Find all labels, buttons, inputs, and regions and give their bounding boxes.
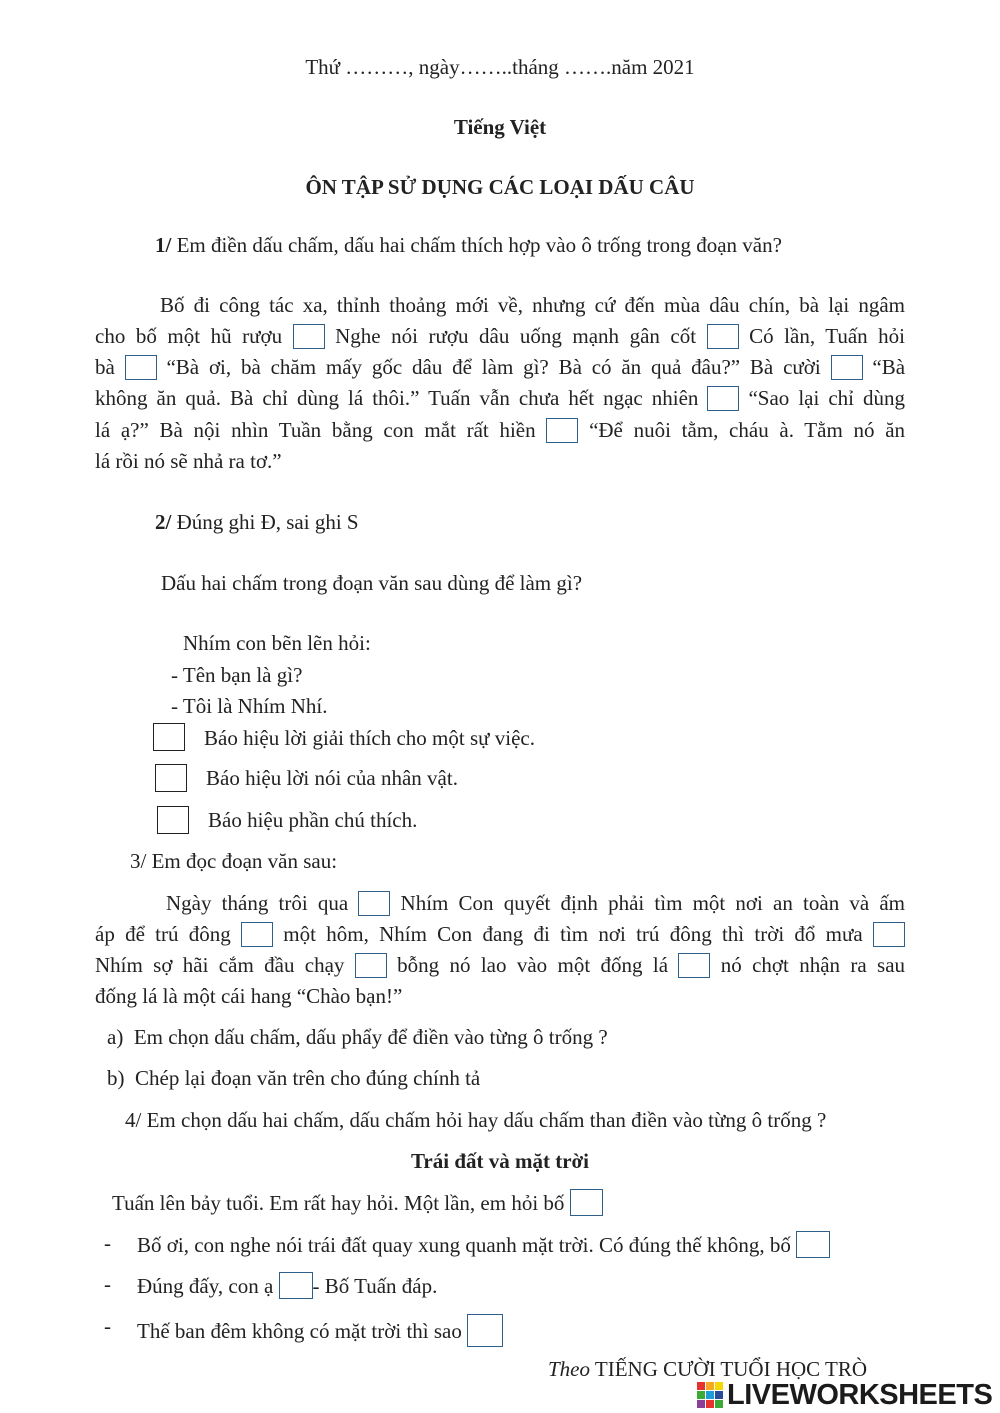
q2-dialog-line: Nhím con bẽn lẽn hỏi: [183, 631, 371, 655]
q1-text: cho bố một hũ rượu [95, 324, 283, 348]
q1-text: “Để nuôi tằm, cháu à. Tằm nó ăn [589, 418, 906, 442]
q4-dialog-3-text [137, 1314, 503, 1347]
q3-item-a-label: a) [107, 1025, 124, 1049]
q3-blank-4[interactable] [355, 953, 387, 978]
q3-prompt: 3/ Em đọc đoạn văn sau: [130, 849, 338, 873]
q1-line-1: Bố đi công tác xa, thỉnh thoảng mới về, nhưng cứ đến mùa dâu chín, bà lại ngâm [160, 293, 905, 317]
q4-dialog-2 [104, 1272, 111, 1296]
q3-blank-3[interactable] [873, 922, 905, 947]
q2-number: 2/ [155, 510, 172, 534]
q4-blank-2[interactable] [796, 1231, 830, 1258]
q4-dialog-3 [104, 1314, 111, 1338]
q1-text: không ăn quả. Bà chỉ dùng lá thôi.” Tuấn vẫn chưa hết ngạc nhiên [95, 386, 699, 410]
page-title: ÔN TẬP SỬ DỤNG CÁC LOẠI DẤU CÂU [305, 175, 695, 199]
q3-line-1 [166, 891, 905, 916]
q1-text: Nghe nói rượu dâu uống mạnh gân cốt [335, 324, 697, 348]
q1-text: Có lần, Tuấn hỏi [749, 324, 905, 348]
q3-item-b [107, 1066, 480, 1090]
q2-option-label-1: Báo hiệu lời giải thích cho một sự việc. [204, 726, 536, 750]
logo-grid-icon [697, 1382, 723, 1408]
q3-item-a [107, 1025, 608, 1049]
q3-item-a-text: Em chọn dấu chấm, dấu phẩy để điền vào từng ô trống ? [133, 1025, 608, 1049]
q4-text: Thế ban đêm không có mặt trời thì sao [137, 1319, 462, 1343]
q1-text: “Bà ơi, bà chăm mấy gốc dâu để làm gì? Bà có ăn quả đâu?” Bà cười [166, 355, 821, 379]
q3-line-2 [95, 922, 905, 947]
q3-text: một hôm, Nhím Con đang đi tìm nơi trú đông thì trời đổ mưa [283, 922, 863, 946]
q4-blank-4[interactable] [467, 1314, 503, 1347]
q3-text: nó chợt nhận ra sau [720, 953, 906, 977]
q1-blank-4[interactable] [831, 355, 863, 380]
q1-blank-6[interactable] [546, 418, 578, 443]
q4-text: - Bố Tuấn đáp. [312, 1274, 438, 1298]
q4-story-title: Trái đất và mặt trời [410, 1149, 590, 1173]
logo-cell [706, 1382, 714, 1390]
q4-dialog-1-text [137, 1231, 830, 1258]
q4-prompt: 4/ Em chọn dấu hai chấm, dấu chấm hỏi hay dấu chấm than điền vào từng ô trống ? [125, 1108, 827, 1132]
logo-cell [697, 1382, 705, 1390]
q4-text: Bố ơi, con nghe nói trái đất quay xung quanh mặt trời. Có đúng thế không, bố [137, 1233, 791, 1257]
q3-line-3 [95, 953, 905, 978]
q3-item-b-label: b) [107, 1066, 125, 1090]
q1-blank-1[interactable] [293, 324, 325, 349]
q2-option-checkbox-3[interactable] [157, 806, 189, 834]
q1-number: 1/ [155, 233, 172, 257]
q1-line-2 [95, 324, 905, 349]
logo-cell [706, 1391, 714, 1399]
logo-cell [706, 1400, 714, 1408]
source-theo: Theo [548, 1357, 590, 1381]
date-line: Thứ ………, ngày……..tháng …….năm 2021 [305, 55, 695, 79]
dash: - [104, 1314, 111, 1338]
q3-blank-2[interactable] [241, 922, 273, 947]
q2-question: Dấu hai chấm trong đoạn văn sau dùng để làm gì? [161, 571, 583, 595]
q2-option-label-2: Báo hiệu lời nói của nhân vật. [206, 766, 458, 790]
q2-prompt [155, 510, 359, 534]
q1-line-3 [95, 355, 905, 380]
q4-text: Đúng đấy, con ạ [137, 1274, 274, 1298]
q1-blank-5[interactable] [707, 386, 739, 411]
q1-line-4 [95, 386, 905, 411]
q1-text: “Bà [872, 355, 906, 379]
q2-prompt-text: Đúng ghi Đ, sai ghi S [176, 510, 359, 534]
liveworksheets-logo [697, 1379, 992, 1411]
logo-text: LIVEWORKSHEETS [727, 1378, 993, 1411]
q1-line-5 [95, 418, 905, 443]
logo-cell [715, 1391, 723, 1399]
dash: - [104, 1272, 111, 1296]
q4-text: Tuấn lên bảy tuổi. Em rất hay hỏi. Một lần, em hỏi bố [112, 1191, 565, 1215]
logo-cell [715, 1382, 723, 1390]
q1-blank-3[interactable] [125, 355, 157, 380]
q3-text: Ngày tháng trôi qua [166, 891, 349, 915]
q3-text: áp để trú đông [95, 922, 231, 946]
q3-text: bỗng nó lao vào một đống lá [397, 953, 669, 977]
dash: - [104, 1231, 111, 1255]
q4-dialog-2-text [137, 1272, 437, 1299]
logo-cell [697, 1400, 705, 1408]
q2-option-checkbox-1[interactable] [153, 723, 185, 751]
q1-text: lá ạ?” Bà nội nhìn Tuần bằng con mắt rất hiền [95, 418, 536, 442]
q2-dialog-line: - Tên bạn là gì? [171, 663, 303, 687]
q1-text: “Sao lại chỉ dùng [748, 386, 906, 410]
q4-blank-3[interactable] [279, 1272, 313, 1299]
q4-blank-1[interactable] [570, 1189, 603, 1216]
logo-cell [697, 1391, 705, 1399]
source-name: TIẾNG CƯỜI TUỔI HỌC TRÒ [594, 1357, 868, 1381]
subject-heading: Tiếng Việt [453, 115, 547, 139]
q4-dialog-1 [104, 1231, 111, 1255]
q2-option-checkbox-2[interactable] [155, 764, 187, 792]
q3-line-4: đống lá là một cái hang “Chào bạn!” [95, 984, 403, 1008]
q3-text: Nhím Con quyết định phải tìm một nơi an toàn và ấm [400, 891, 906, 915]
q1-line-6: lá rồi nó sẽ nhả ra tơ.” [95, 449, 282, 473]
q3-text: Nhím sợ hãi cắm đầu chạy [95, 953, 345, 977]
q4-intro [112, 1189, 603, 1216]
q2-option-label-3: Báo hiệu phần chú thích. [208, 808, 418, 832]
q3-item-b-text: Chép lại đoạn văn trên cho đúng chính tả [135, 1066, 481, 1090]
q3-blank-5[interactable] [678, 953, 710, 978]
q1-prompt [155, 233, 782, 257]
source-credit [548, 1357, 867, 1381]
q1-text: bà [95, 355, 115, 379]
q1-prompt-text: Em điền dấu chấm, dấu hai chấm thích hợp vào ô trống trong đoạn văn? [176, 233, 782, 257]
q2-dialog-line: - Tôi là Nhím Nhí. [171, 694, 328, 718]
logo-cell [715, 1400, 723, 1408]
q3-blank-1[interactable] [358, 891, 390, 916]
q1-blank-2[interactable] [707, 324, 739, 349]
